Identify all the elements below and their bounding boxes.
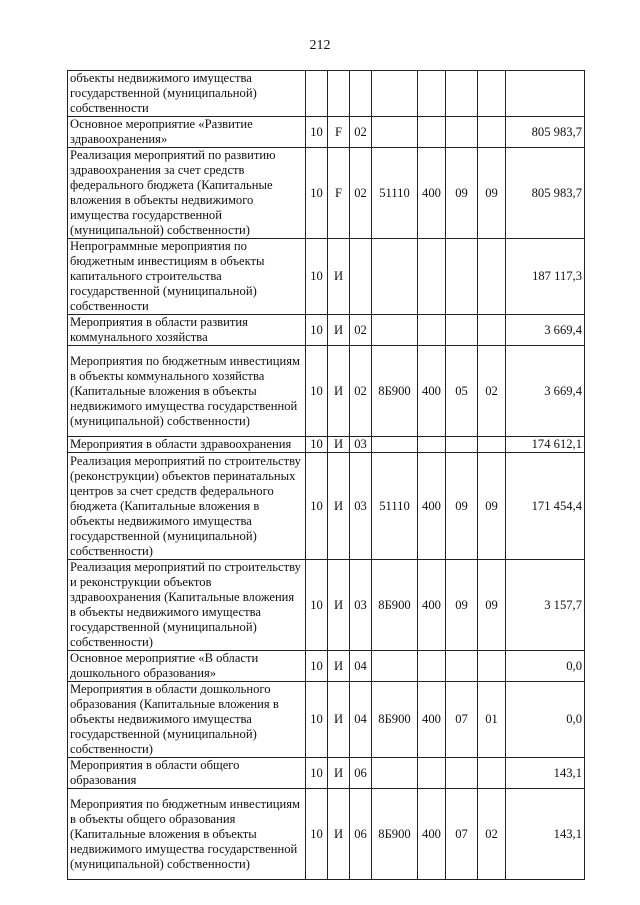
expense-type: 400 — [418, 682, 446, 758]
row-name: Реализация мероприятий по развитию здравоохранения за счет средств федерального бюджета (Капитальные вложения в объекты недвижимого имущества государственной (муниципальной) собственности) — [68, 148, 306, 239]
target-article — [372, 437, 418, 453]
section — [446, 651, 478, 682]
table-row — [68, 71, 585, 117]
subsection: 09 — [478, 453, 506, 560]
code-3: 04 — [350, 682, 372, 758]
code-1: 10 — [306, 346, 328, 437]
code-2: И — [328, 789, 350, 880]
row-name: Мероприятия в области дошкольного образования (Капитальные вложения в объекты недвижимого имущества государственной (муниципальной) собственности) — [68, 682, 306, 758]
expense-type — [418, 758, 446, 789]
subsection: 09 — [478, 148, 506, 239]
amount: 805 983,7 — [506, 148, 585, 239]
expense-type — [418, 315, 446, 346]
target-article — [372, 651, 418, 682]
amount: 3 669,4 — [506, 346, 585, 437]
expense-type: 400 — [418, 560, 446, 651]
target-article: 8Б900 — [372, 560, 418, 651]
code-3: 02 — [350, 117, 372, 148]
table-row — [68, 239, 585, 315]
target-article — [372, 117, 418, 148]
amount: 0,0 — [506, 651, 585, 682]
section — [446, 71, 478, 117]
subsection — [478, 651, 506, 682]
code-1: 10 — [306, 117, 328, 148]
table-row — [68, 346, 585, 437]
amount — [506, 71, 585, 117]
amount: 187 117,3 — [506, 239, 585, 315]
row-name: Мероприятия в области общего образования — [68, 758, 306, 789]
table-row — [68, 758, 585, 789]
code-1: 10 — [306, 560, 328, 651]
code-2: F — [328, 148, 350, 239]
expense-type — [418, 437, 446, 453]
section — [446, 437, 478, 453]
row-name: объекты недвижимого имущества государственной (муниципальной) собственности — [68, 71, 306, 117]
subsection: 02 — [478, 346, 506, 437]
table-row — [68, 148, 585, 239]
code-2: И — [328, 346, 350, 437]
amount: 143,1 — [506, 789, 585, 880]
code-2: И — [328, 239, 350, 315]
expense-type: 400 — [418, 453, 446, 560]
subsection: 02 — [478, 789, 506, 880]
subsection — [478, 117, 506, 148]
section — [446, 117, 478, 148]
code-2: И — [328, 758, 350, 789]
code-1: 10 — [306, 453, 328, 560]
target-article: 51110 — [372, 453, 418, 560]
code-1 — [306, 71, 328, 117]
row-name: Мероприятия по бюджетным инвестициям в объекты общего образования (Капитальные вложения в объекты недвижимого имущества государственной (муниципальной) собственности) — [68, 789, 306, 880]
code-3: 02 — [350, 346, 372, 437]
page-number: 212 — [309, 38, 331, 53]
table-row — [68, 117, 585, 148]
code-3 — [350, 239, 372, 315]
code-2: F — [328, 117, 350, 148]
code-3: 06 — [350, 789, 372, 880]
amount: 805 983,7 — [506, 117, 585, 148]
amount: 143,1 — [506, 758, 585, 789]
target-article — [372, 239, 418, 315]
expense-type — [418, 71, 446, 117]
target-article — [372, 758, 418, 789]
section: 09 — [446, 148, 478, 239]
code-1: 10 — [306, 651, 328, 682]
table-row — [68, 651, 585, 682]
code-1: 10 — [306, 758, 328, 789]
row-name: Непрограммные мероприятия по бюджетным инвестициям в объекты капитального строительства государственной (муниципальной) собственности — [68, 239, 306, 315]
code-2: И — [328, 682, 350, 758]
code-1: 10 — [306, 789, 328, 880]
expense-type: 400 — [418, 789, 446, 880]
section: 09 — [446, 453, 478, 560]
table-row — [68, 437, 585, 453]
section: 05 — [446, 346, 478, 437]
target-article: 8Б900 — [372, 682, 418, 758]
row-name: Основное мероприятие «В области дошкольного образования» — [68, 651, 306, 682]
table-row — [68, 682, 585, 758]
target-article — [372, 71, 418, 117]
code-3: 02 — [350, 148, 372, 239]
expense-type: 400 — [418, 148, 446, 239]
code-3: 02 — [350, 315, 372, 346]
row-name: Основное мероприятие «Развитие здравоохранения» — [68, 117, 306, 148]
code-2: И — [328, 437, 350, 453]
subsection — [478, 315, 506, 346]
expense-type: 400 — [418, 346, 446, 437]
code-1: 10 — [306, 682, 328, 758]
code-1: 10 — [306, 437, 328, 453]
row-name: Мероприятия по бюджетным инвестициям в объекты коммунального хозяйства (Капитальные вложения в объекты недвижимого имущества государственной (муниципальной) собственности) — [68, 346, 306, 437]
code-3: 06 — [350, 758, 372, 789]
code-1: 10 — [306, 148, 328, 239]
expense-type — [418, 239, 446, 315]
row-name: Мероприятия в области развития коммунального хозяйства — [68, 315, 306, 346]
expense-type — [418, 651, 446, 682]
code-2 — [328, 71, 350, 117]
code-2: И — [328, 651, 350, 682]
budget-table — [67, 70, 585, 880]
code-3: 03 — [350, 437, 372, 453]
section: 09 — [446, 560, 478, 651]
table-row — [68, 560, 585, 651]
subsection: 09 — [478, 560, 506, 651]
target-article: 51110 — [372, 148, 418, 239]
subsection — [478, 758, 506, 789]
code-3 — [350, 71, 372, 117]
section — [446, 315, 478, 346]
subsection: 01 — [478, 682, 506, 758]
table-row — [68, 315, 585, 346]
code-1: 10 — [306, 239, 328, 315]
table-row — [68, 453, 585, 560]
code-2: И — [328, 453, 350, 560]
subsection — [478, 437, 506, 453]
amount: 3 669,4 — [506, 315, 585, 346]
amount: 171 454,4 — [506, 453, 585, 560]
row-name: Реализация мероприятий по строительству (реконструкции) объектов перинатальных центров за счет средств федерального бюджета (Капитальные вложения в объекты недвижимого имущества государственной (муниципальной) собственности) — [68, 453, 306, 560]
target-article: 8Б900 — [372, 346, 418, 437]
table-body — [68, 71, 585, 880]
amount: 174 612,1 — [506, 437, 585, 453]
table-row — [68, 789, 585, 880]
row-name: Мероприятия в области здравоохранения — [68, 437, 306, 453]
target-article — [372, 315, 418, 346]
amount: 0,0 — [506, 682, 585, 758]
code-3: 03 — [350, 560, 372, 651]
section — [446, 758, 478, 789]
subsection — [478, 239, 506, 315]
code-1: 10 — [306, 315, 328, 346]
section: 07 — [446, 789, 478, 880]
amount: 3 157,7 — [506, 560, 585, 651]
section: 07 — [446, 682, 478, 758]
code-2: И — [328, 315, 350, 346]
code-2: И — [328, 560, 350, 651]
code-3: 04 — [350, 651, 372, 682]
expense-type — [418, 117, 446, 148]
subsection — [478, 71, 506, 117]
row-name: Реализация мероприятий по строительству и реконструкции объектов здравоохранения (Капитальные вложения в объекты недвижимого имущества государственной (муниципальной) собственности) — [68, 560, 306, 651]
code-3: 03 — [350, 453, 372, 560]
target-article: 8Б900 — [372, 789, 418, 880]
section — [446, 239, 478, 315]
